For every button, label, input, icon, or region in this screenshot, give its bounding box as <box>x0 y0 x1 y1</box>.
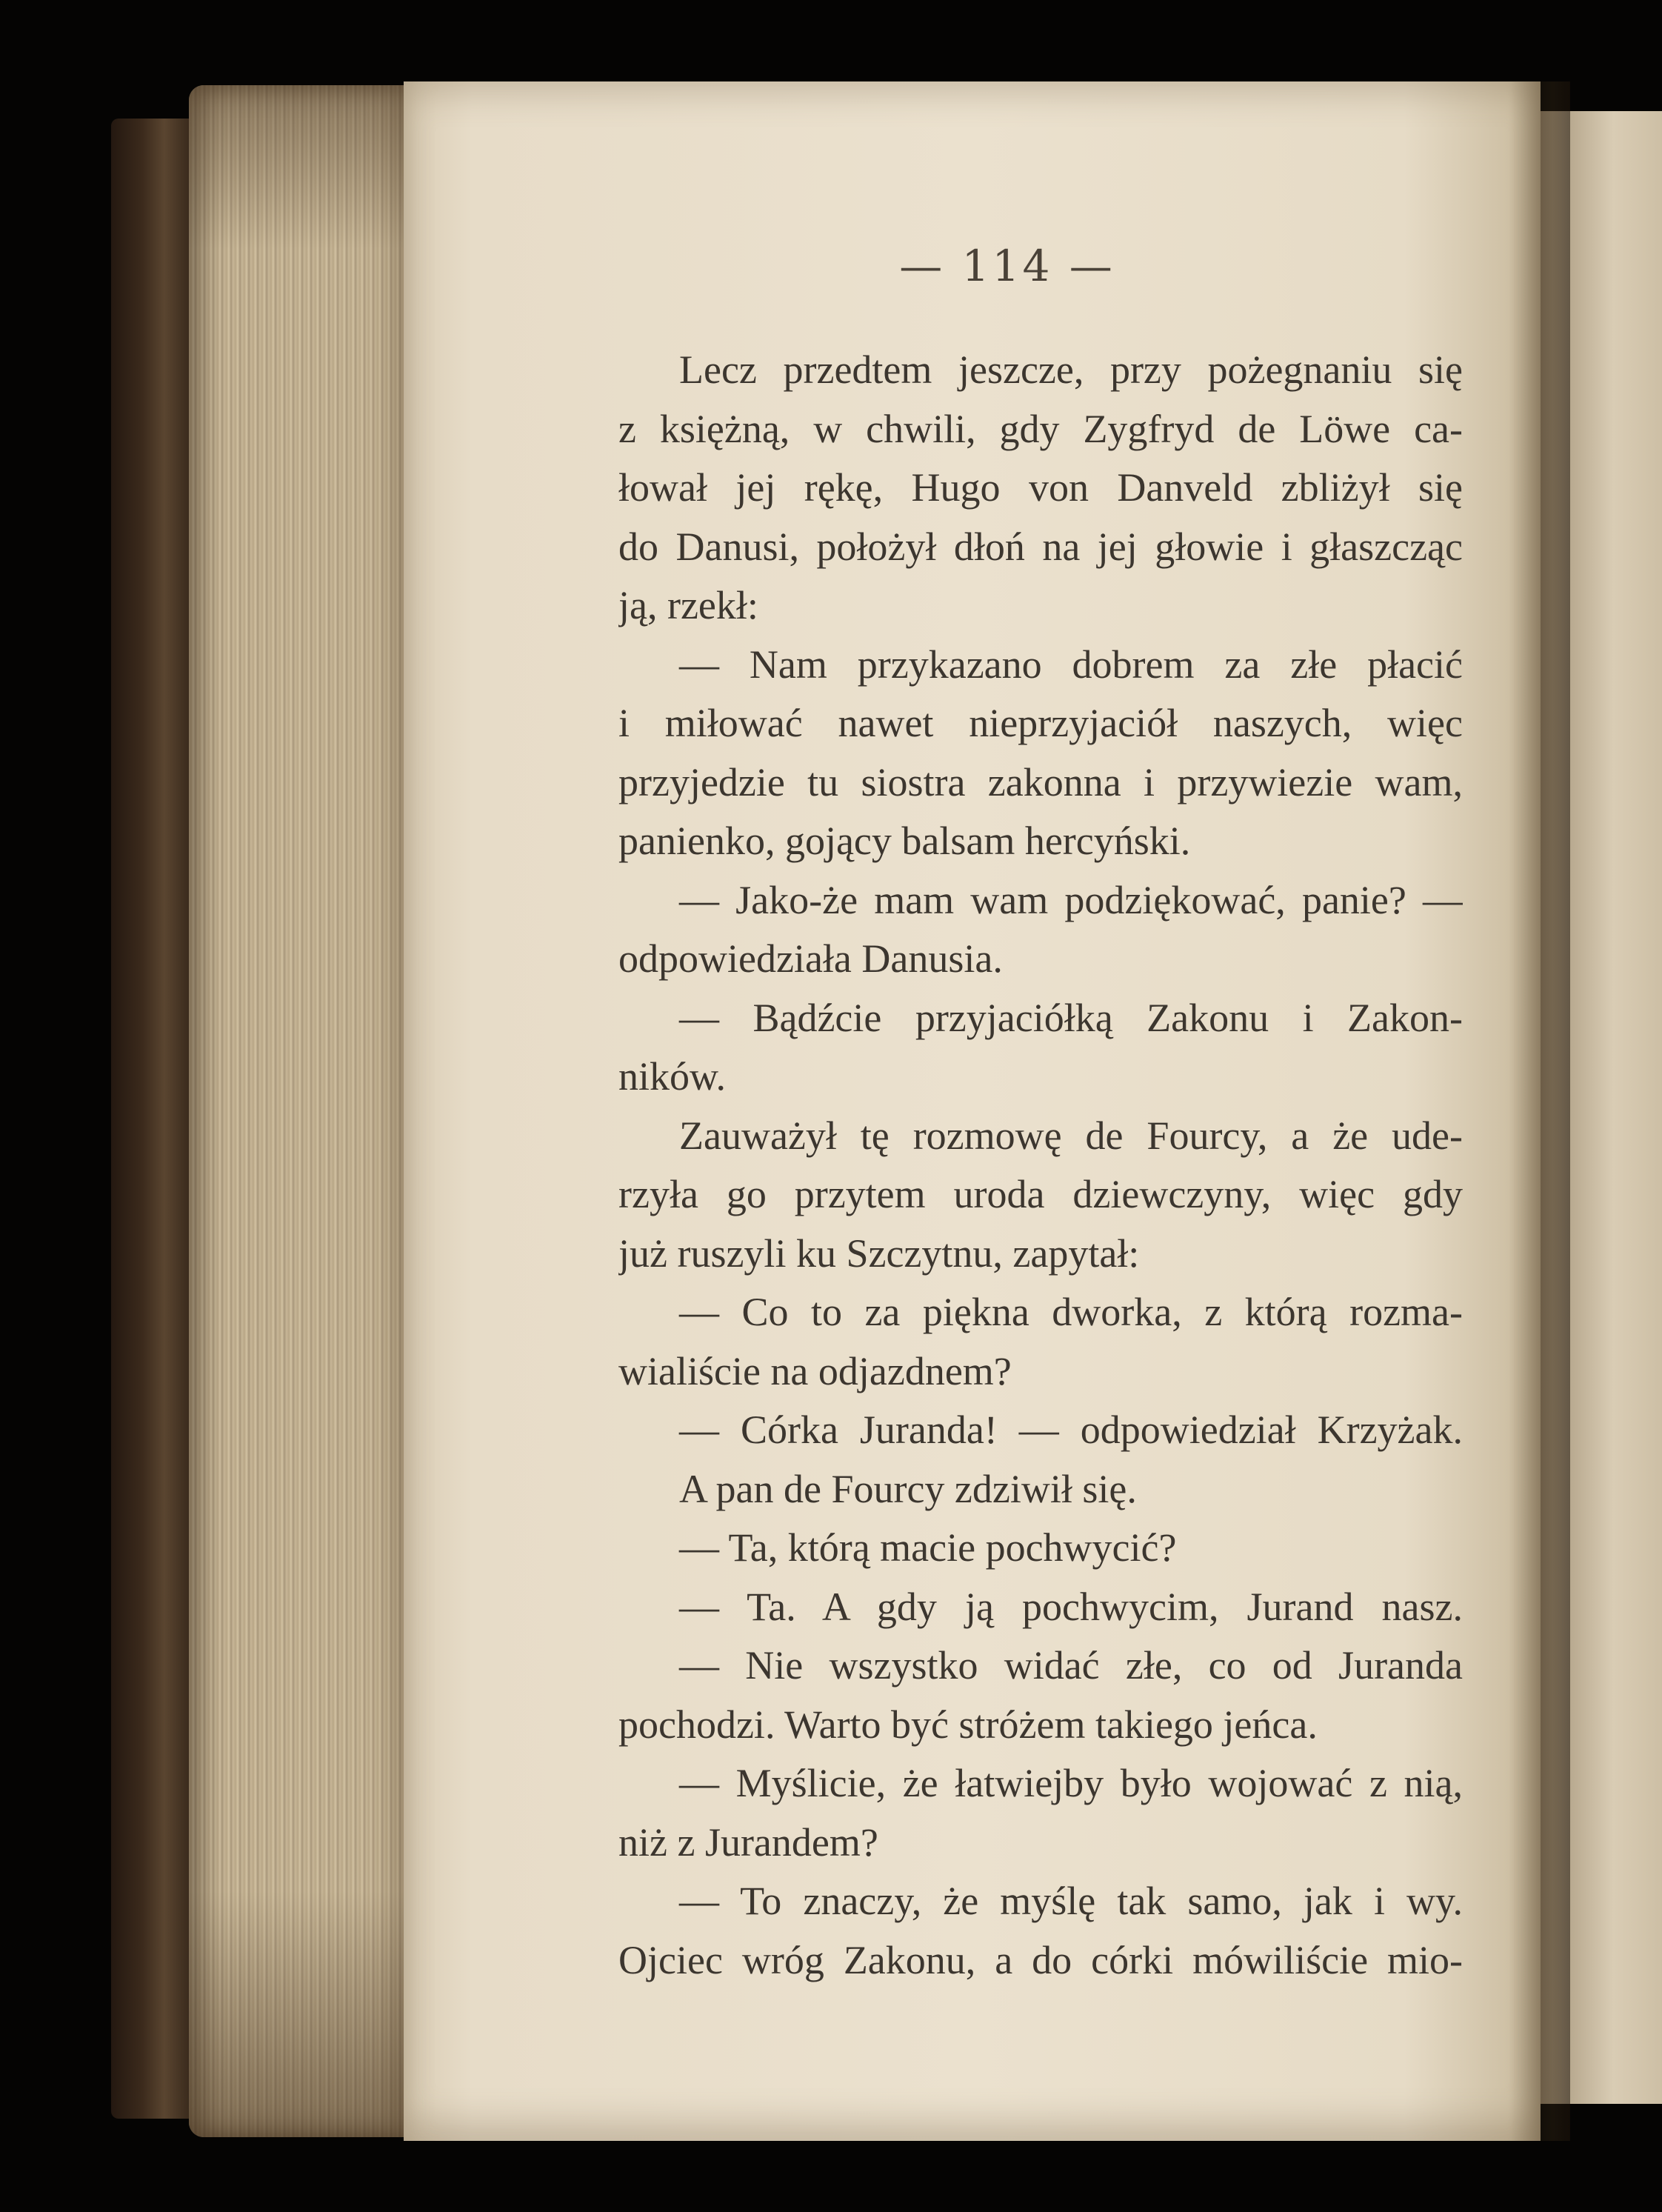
text-line: ników. <box>618 1054 726 1099</box>
text-line: — Co to za piękna dworka, z którą rozma- <box>679 1290 1463 1334</box>
text-line: wialiście na odjazdnem? <box>618 1348 1012 1393</box>
text-line: już ruszyli ku Szczytnu, zapytał: <box>618 1230 1140 1276</box>
text-line: z księżną, w chwili, gdy Zygfryd de Löwe ca- <box>618 406 1463 451</box>
text-line: Zauważył tę rozmowę de Fourcy, a że ude- <box>679 1113 1463 1158</box>
text-line: odpowiedziała Danusia. <box>618 936 1003 981</box>
page-number: — 114 — <box>899 241 1115 291</box>
gutter-shadow <box>1511 81 1570 2141</box>
book-cover-spine <box>111 119 200 2119</box>
text-line: — Nie wszystko widać złe, co od Juranda <box>679 1643 1463 1688</box>
text-line: ją, rzekł: <box>618 583 758 627</box>
text-line: panienko, gojący balsam hercyński. <box>618 819 1191 863</box>
text-line: — Bądźcie przyjaciółką Zakonu i Zakon- <box>679 995 1463 1040</box>
text-line: — Nam przykazano dobrem za złe płacić <box>679 642 1463 687</box>
text-line: niż z Jurandem? <box>618 1819 878 1865</box>
stacked-page-edges <box>189 85 418 2137</box>
text-line: pochodzi. Warto być stróżem takiego jeńca. <box>618 1702 1318 1747</box>
text-line: — Córka Juranda! — odpowiedział Krzyżak. <box>679 1408 1463 1452</box>
text-line: Ojciec wróg Zakonu, a do córki mówiliście mio- <box>618 1937 1463 1982</box>
text-line: Lecz przedtem jeszcze, przy pożegnaniu się <box>679 347 1463 392</box>
text-line: przyjedzie tu siostra zakonna i przywiezie wam, <box>618 759 1463 804</box>
text-line: i miłować nawet nieprzyjaciół naszych, więc <box>618 701 1463 745</box>
text-line: — Myślicie, że łatwiejby było wojować z nią, <box>679 1761 1463 1805</box>
text-line: rzyła go przytem uroda dziewczyny, więc gdy <box>618 1172 1463 1216</box>
text-line: — Ta. A gdy ją pochwycim, Jurand nasz. <box>679 1584 1463 1629</box>
text-line: łował jej rękę, Hugo von Danveld zbliżył się <box>618 465 1463 510</box>
text-line: do Danusi, położył dłoń na jej głowie i głaszcząc <box>618 524 1463 569</box>
text-line: A pan de Fourcy zdziwił się. <box>679 1466 1137 1511</box>
body-text <box>618 341 1463 1990</box>
text-line: — Jako-że mam wam podziękować, panie? — <box>679 877 1463 922</box>
text-line: — Ta, którą macie pochwycić? <box>679 1525 1177 1570</box>
text-line: — To znaczy, że myślę tak samo, jak i wy. <box>679 1879 1463 1923</box>
